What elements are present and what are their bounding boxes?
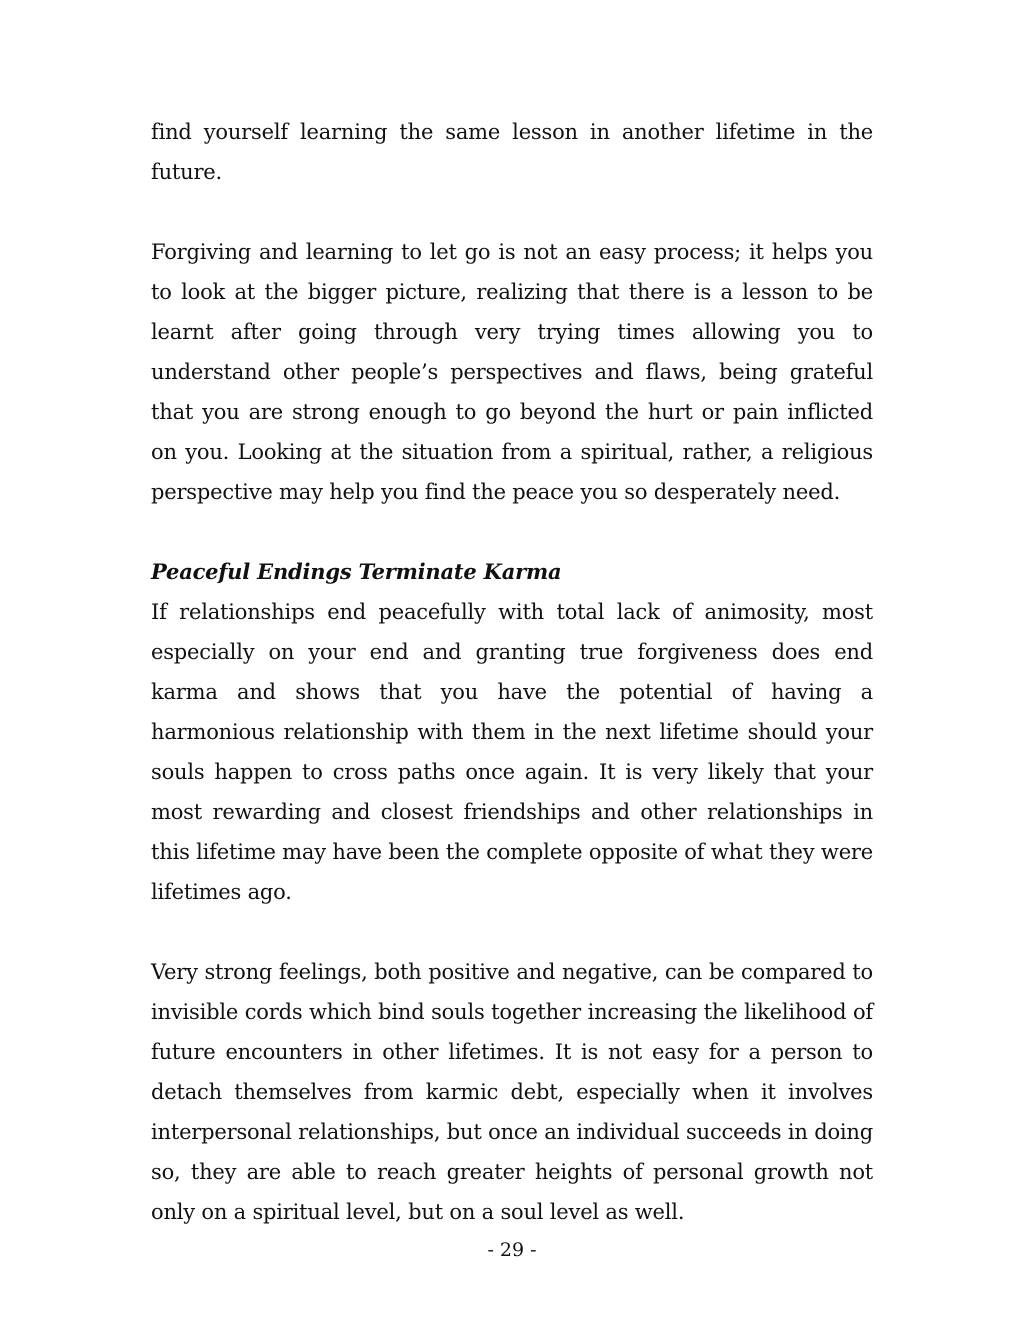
paragraph-peaceful-endings: If relationships end peacefully with total lack of animosity, most especially on your end and granting true forgiveness does end karma and shows that you have the potential of having a harmonious relationship with them in the next lifetime should your souls happen to cross paths once again. It is very likely that your most rewarding and closest friendships and other relationships in this lifetime may have been the complete opposite of what they were lifetimes ago. xyxy=(151,600,873,904)
paragraph-strong-feelings: Very strong feelings, both positive and negative, can be compared to invisible cords which bind souls together increasing the likelihood of future encounters in other lifetimes. It is not easy for a person to detach themselves from karmic debt, especially when it involves interpersonal relationships, but once an individual succeeds in doing so, they are able to reach greater heights of personal growth not only on a spiritual level, but on a soul level as well. xyxy=(151,960,873,1224)
section-heading: Peaceful Endings Terminate Karma xyxy=(151,559,562,584)
paragraph-gap xyxy=(151,912,873,952)
page-body xyxy=(151,112,873,1232)
page-number: - 29 - xyxy=(487,1239,537,1261)
paragraph-continuation: find yourself learning the same lesson in another lifetime in the future. xyxy=(151,120,873,184)
paragraph-gap xyxy=(151,192,873,232)
paragraph-forgiving: Forgiving and learning to let go is not an easy process; it helps you to look at the bigger picture, realizing that there is a lesson to be learnt after going through very trying times allowing you to understand other people’s perspectives and flaws, being grateful that you are strong enough to go beyond the hurt or pain inflicted on you. Looking at the situation from a spiritual, rather, a religious perspective may help you find the peace you so desperately need. xyxy=(151,240,873,504)
paragraph-gap xyxy=(151,512,873,552)
